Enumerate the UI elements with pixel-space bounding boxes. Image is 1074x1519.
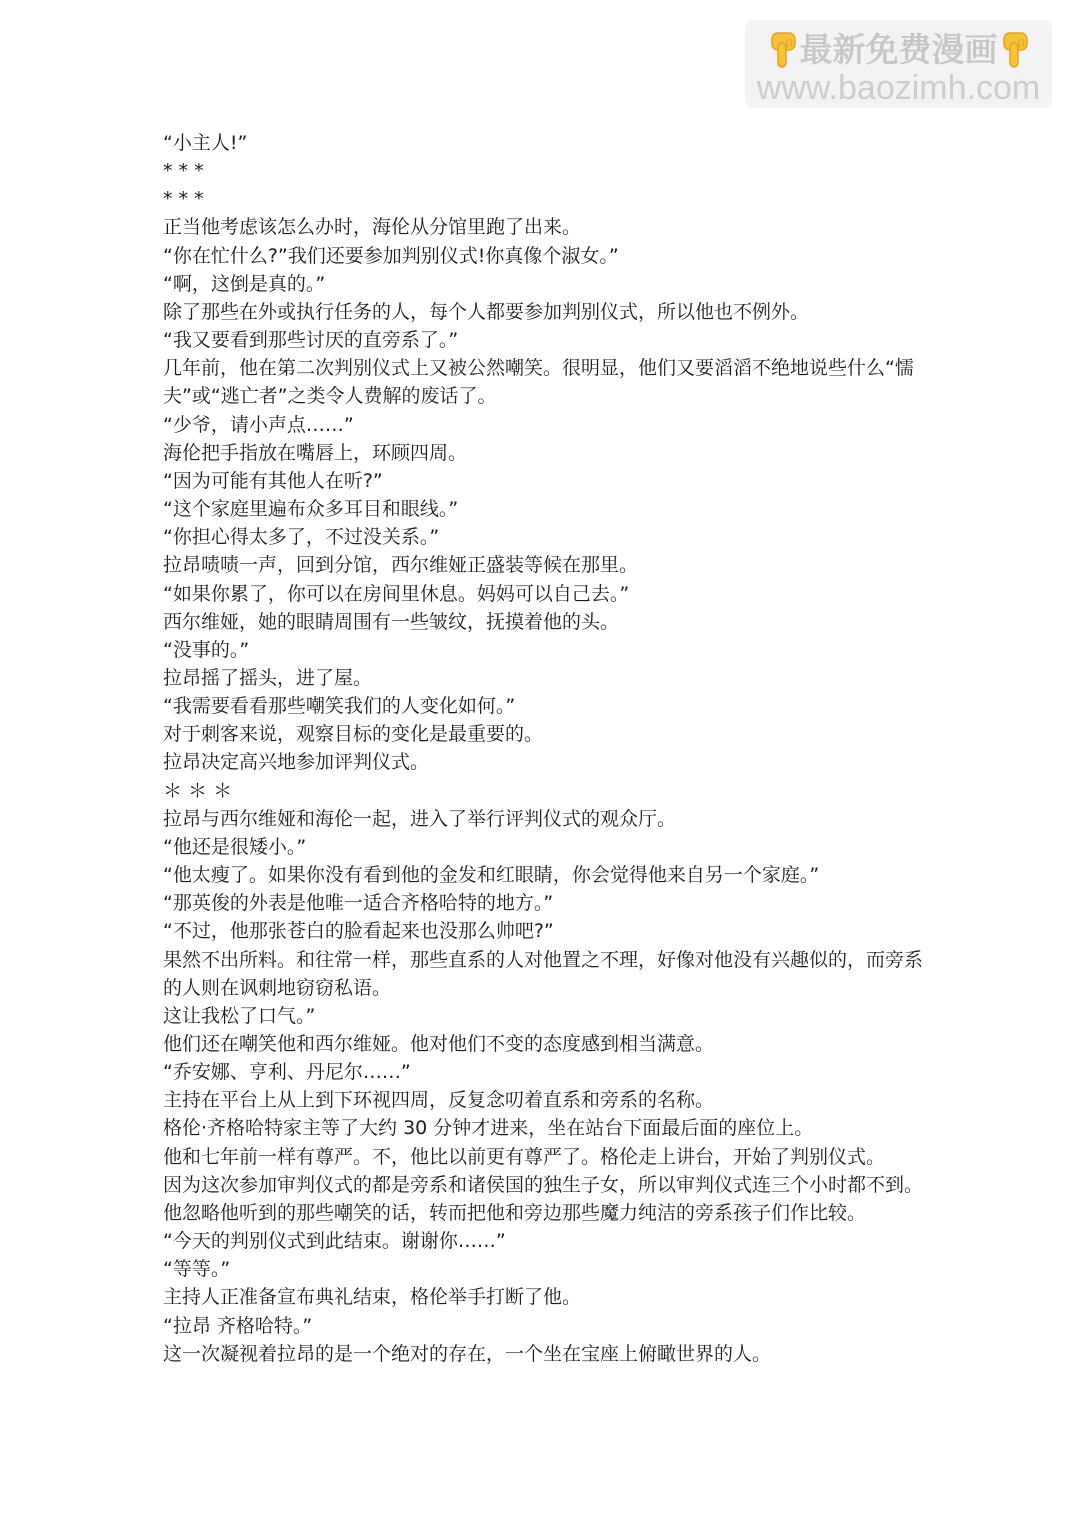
text-line: “因为可能有其他人在听?” (163, 469, 383, 492)
text-line: 拉昂与西尔维娅和海伦一起，进入了举行评判仪式的观众厅。 (163, 807, 677, 830)
scene-break: * * * (163, 160, 204, 183)
text-line: 主持人正准备宣布典礼结束，格伦举手打断了他。 (163, 1286, 582, 1309)
text-line: “你在忙什么?”我们还要参加判别仪式!你真像个淑女。” (163, 244, 619, 267)
text-line: 除了那些在外或执行任务的人，每个人都要参加判别仪式，所以他也不例外。 (163, 300, 810, 323)
chapter-text (163, 129, 963, 1368)
text-line: 他忽略他听到的那些嘲笑的话，转而把他和旁边那些魔力纯洁的旁系孩子们作比较。 (163, 1201, 867, 1224)
text-line: 格伦·齐格哈特家主等了大约 30 分钟才进来，坐在站台下面最后面的座位上。 (163, 1117, 814, 1140)
text-line: “啊，这倒是真的。” (163, 272, 326, 295)
text-line: “今天的判别仪式到此结束。谢谢你……” (163, 1230, 506, 1253)
text-line: 他和七年前一样有尊严。不，他比以前更有尊严了。格伦走上讲台，开始了判别仪式。 (163, 1145, 886, 1168)
text-line: “那英俊的外表是他唯一适合齐格哈特的地方。” (163, 892, 554, 915)
text-line: “没事的。” (163, 638, 250, 661)
text-line: 西尔维娅，她的眼睛周围有一些皱纹，抚摸着他的头。 (163, 610, 620, 633)
text-line: “小主人!” (163, 132, 248, 154)
text-line: 的人则在讽刺地窃窃私语。 (163, 976, 392, 999)
text-line: “你担心得太多了，不过没关系。” (163, 526, 440, 549)
pointing-down-hand-icon (766, 31, 800, 69)
text-line: “他太瘦了。如果你没有看到他的金发和红眼睛，你会觉得他来自另一个家庭。” (163, 864, 820, 887)
text-line: 正当他考虑该怎么办时，海伦从分馆里跑了出来。 (163, 216, 582, 239)
text-line: “如果你累了，你可以在房间里休息。妈妈可以自己去。” (163, 582, 630, 605)
text-line: 拉昂决定高兴地参加评判仪式。 (163, 751, 430, 774)
text-line: “他还是很矮小。” (163, 835, 307, 858)
text-line: “拉昂 齐格哈特。” (163, 1314, 313, 1337)
text-line: “等等。” (163, 1258, 231, 1281)
text-line: 拉昂啧啧一声，回到分馆，西尔维娅正盛装等候在那里。 (163, 554, 639, 577)
text-line: “我又要看到那些讨厌的直旁系了。” (163, 329, 459, 352)
text-line: “少爷，请小声点……” (163, 413, 354, 436)
text-line: “这个家庭里遍布众多耳目和眼线。” (163, 498, 459, 521)
watermark-url: www.baozimh.com (756, 69, 1041, 107)
pointing-down-hand-icon (998, 31, 1032, 69)
text-line: 海伦把手指放在嘴唇上，环顾四周。 (163, 441, 468, 464)
text-line: 他们还在嘲笑他和西尔维娅。他对他们不变的态度感到相当满意。 (163, 1033, 715, 1055)
text-line: 主持在平台上从上到下环视四周，反复念叨着直系和旁系的名称。 (163, 1089, 715, 1112)
text-line: 这让我松了口气。” (163, 1004, 316, 1027)
text-line: “我需要看看那些嘲笑我们的人变化如何。” (163, 695, 516, 718)
text-line: 对于刺客来说，观察目标的变化是最重要的。 (163, 723, 544, 746)
text-line: “不过，他那张苍白的脸看起来也没那么帅吧?” (163, 920, 554, 943)
watermark-slogan (745, 28, 1052, 72)
text-line: 夫”或“逃亡者”之类令人费解的废话了。 (163, 385, 497, 408)
watermark-slogan-text: 最新免费漫画 (799, 30, 998, 69)
text-line: 因为这次参加审判仪式的都是旁系和诸侯国的独生子女，所以审判仪式连三个小时都不到。 (163, 1173, 924, 1196)
scene-break: * * * (163, 188, 204, 211)
site-watermark (745, 20, 1052, 108)
text-line: 几年前，他在第二次判别仪式上又被公然嘲笑。很明显，他们又要滔滔不绝地说些什么“懦 (163, 357, 914, 380)
text-line: 果然不出所料。和往常一样，那些直系的人对他置之不理，好像对他没有兴趣似的，而旁系 (163, 948, 924, 971)
text-line: 这一次凝视着拉昂的是一个绝对的存在，一个坐在宝座上俯瞰世界的人。 (163, 1342, 772, 1365)
text-line: “乔安娜、亨利、丹尼尔……” (163, 1061, 411, 1084)
scene-break: ＊ ＊ ＊ (163, 779, 233, 802)
text-line: 拉昂摇了摇头，进了屋。 (163, 666, 373, 689)
